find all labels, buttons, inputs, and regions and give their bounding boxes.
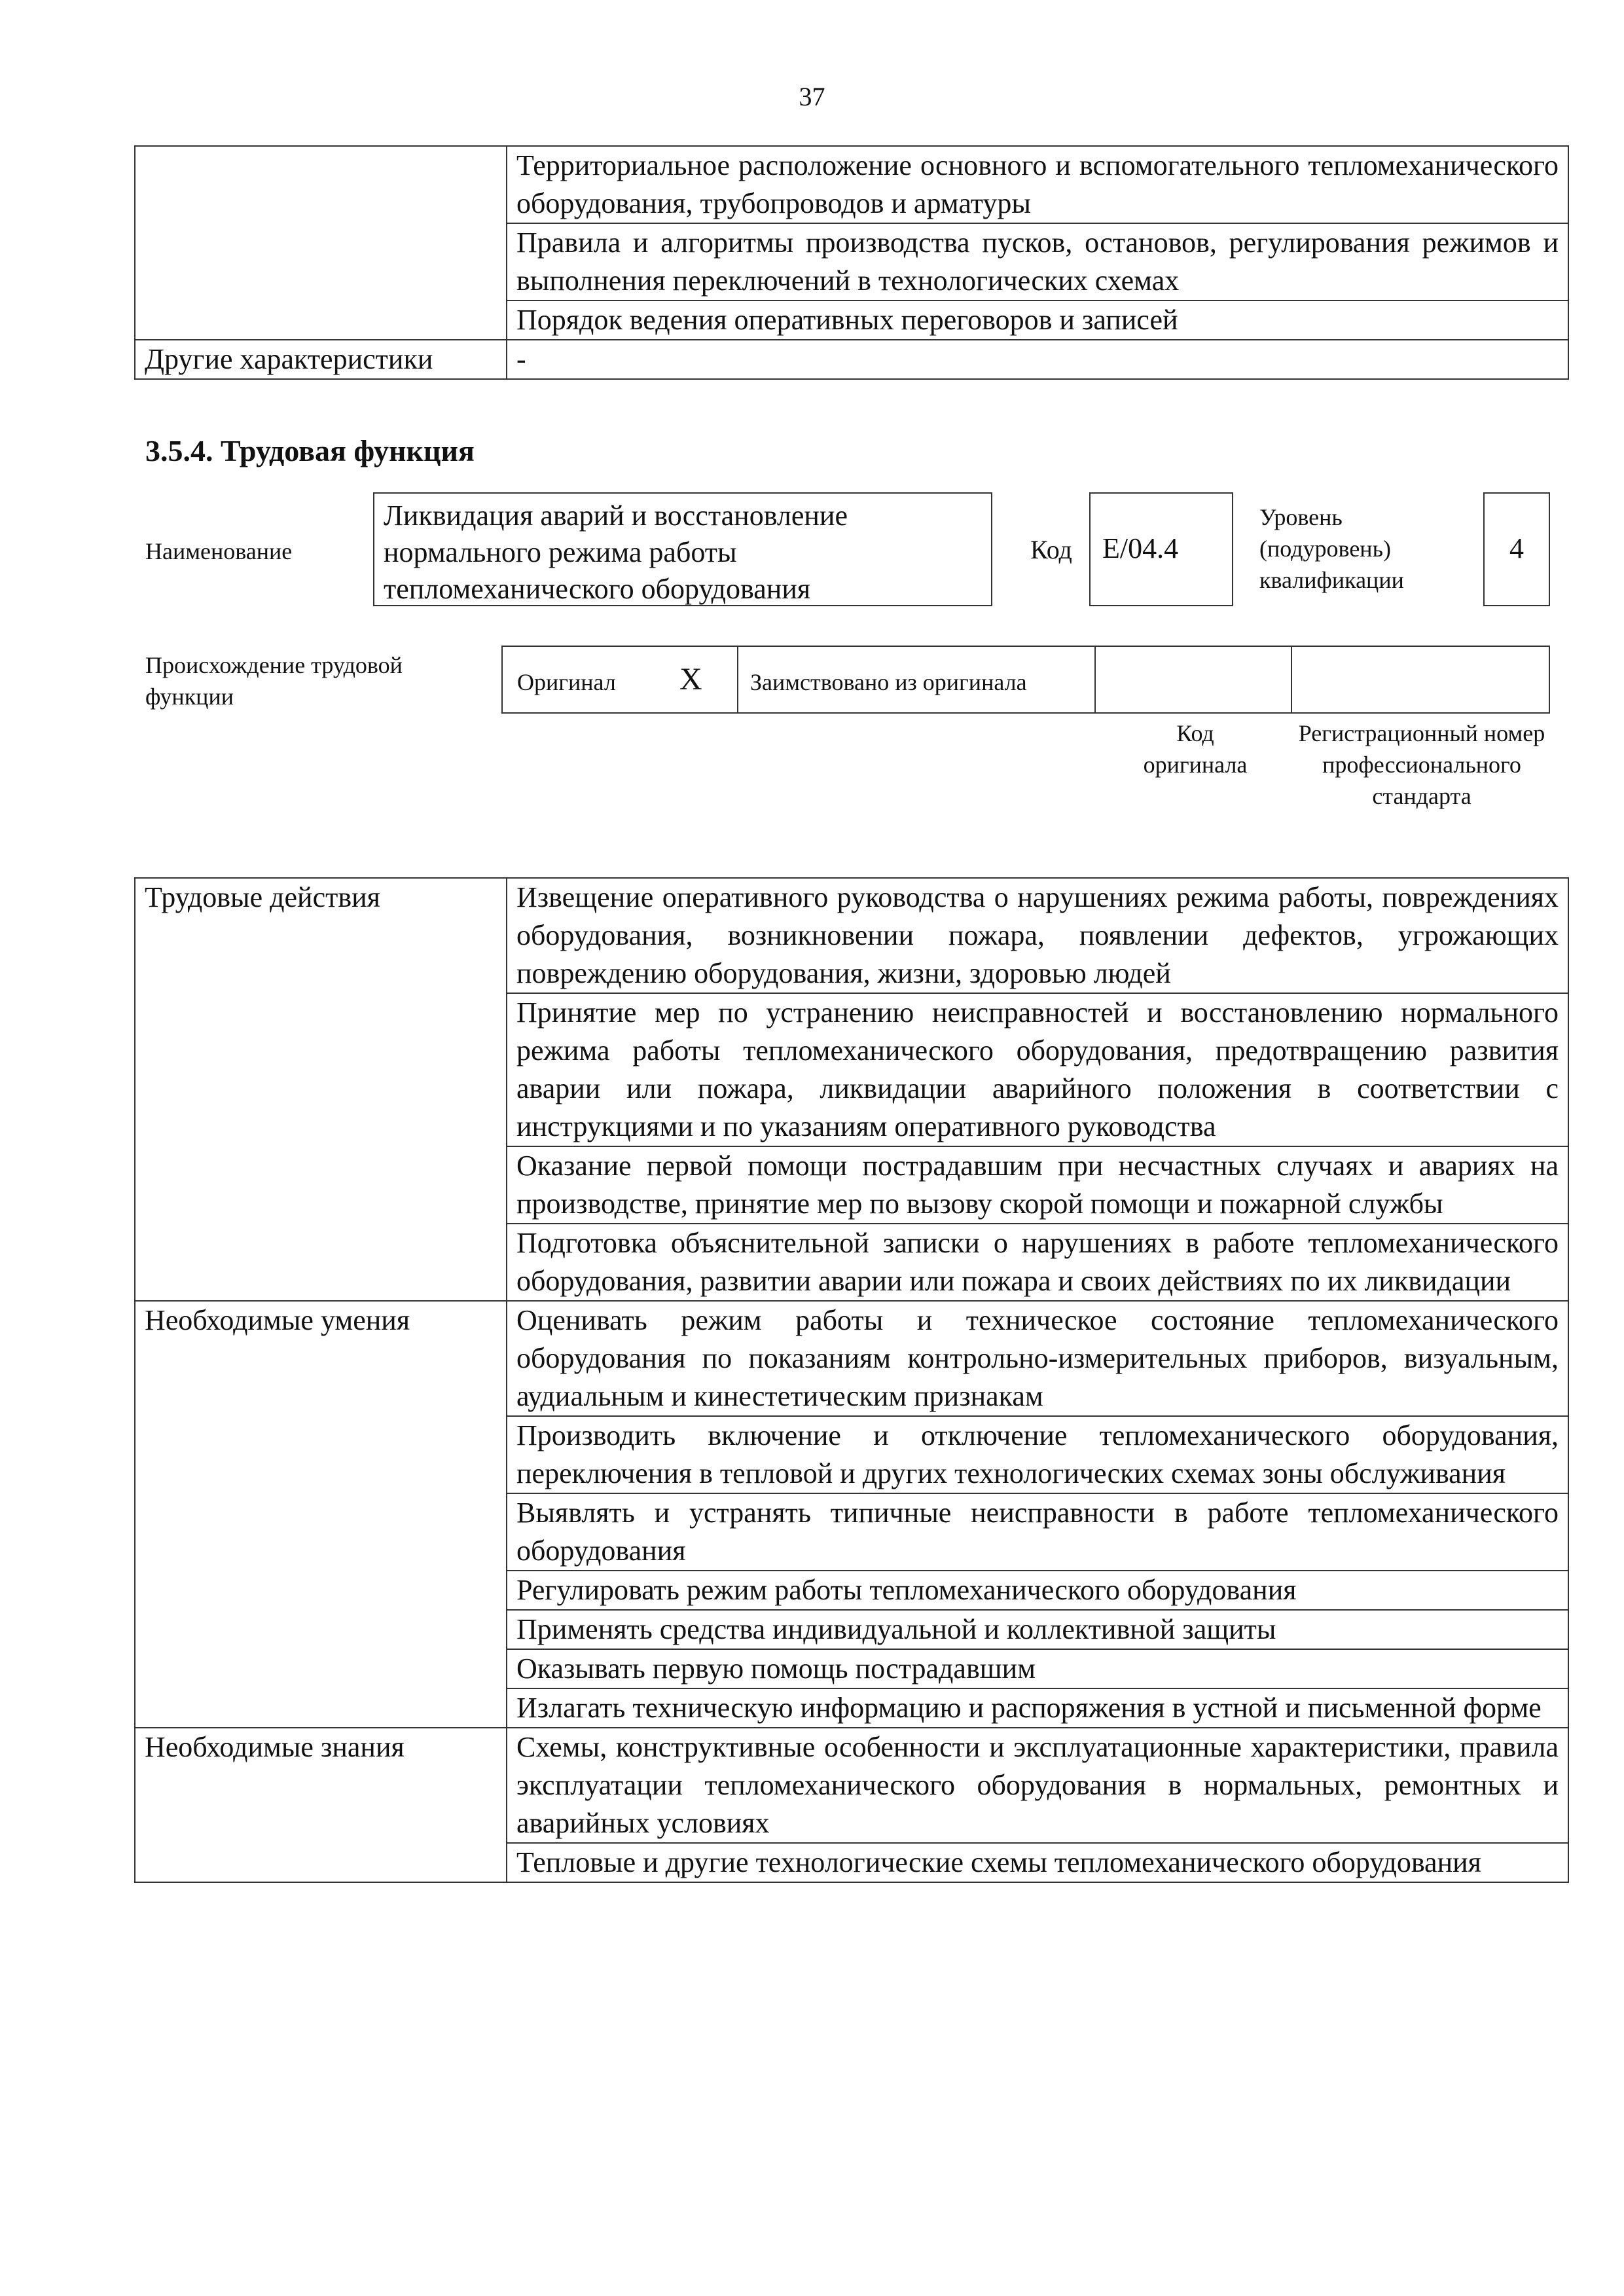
table-cell: Оценивать режим работы и техническое состояние тепломеханического оборудования по показаниям контрольно-измерительных приборов, визуальным, аудиальным и кинестетическим признакам xyxy=(507,1301,1568,1416)
page-number: 37 xyxy=(799,82,825,111)
row-label: Другие характеристики xyxy=(135,340,507,379)
code-label: Код xyxy=(1030,535,1072,564)
code-value: E/04.4 xyxy=(1102,532,1179,564)
name-value: Ликвидация аварий и восстановление нормального режима работы тепломеханического оборудования xyxy=(384,500,848,605)
section-heading: 3.5.4. Трудовая функция xyxy=(145,434,475,467)
table-cell: - xyxy=(507,340,1568,379)
divider xyxy=(1291,647,1292,712)
table-cell: Регулировать режим работы тепломеханического оборудования xyxy=(507,1571,1568,1610)
code-value-box xyxy=(1089,492,1233,606)
table-row xyxy=(135,1301,1568,1416)
original-label: Оригинал xyxy=(517,669,616,695)
level-value: 4 xyxy=(1509,532,1524,564)
table-cell: Оказание первой помощи пострадавшим при несчастных случаях и авариях на производстве, принятие мер по вызову скорой помощи и пожарной службы xyxy=(507,1146,1568,1224)
borrowed-label: Заимствовано из оригинала xyxy=(750,669,1027,695)
table-row xyxy=(135,146,1568,223)
table-cell: Тепловые и другие технологические схемы тепломеханического оборудования xyxy=(507,1843,1568,1882)
table-cell: Правила и алгоритмы производства пусков, остановов, регулирования режимов и выполнения переключений в технологических схемах xyxy=(507,223,1568,301)
origin-label: Происхождение трудовой функции xyxy=(145,652,403,710)
table-row xyxy=(135,878,1568,993)
origin-box xyxy=(501,646,1550,714)
code-original-caption: Код оригинала xyxy=(1143,720,1248,778)
table-cell: Схемы, конструктивные особенности и эксплуатационные характеристики, правила эксплуатации тепломеханического оборудования в нормальных, ремонтных и аварийных условиях xyxy=(507,1728,1568,1843)
level-value-box xyxy=(1483,492,1550,606)
registration-caption: Регистрационный номер профессионального стандарта xyxy=(1298,720,1545,809)
table-cell: Извещение оперативного руководства о нарушениях режима работы, повреждениях оборудования, возникновении пожара, появлении дефектов, угрожающих повреждению оборудования, жизни, здоровью людей xyxy=(507,878,1568,993)
table-cell: Подготовка объяснительной записки о нарушениях в работе тепломеханического оборудования, развитии аварии или пожара и своих действиях по их ликвидации xyxy=(507,1224,1568,1301)
level-label: Уровень (подуровень) квалификации xyxy=(1259,504,1404,593)
row-label: Необходимые умения xyxy=(135,1301,507,1728)
table-cell: Излагать техническую информацию и распоряжения в устной и письменной форме xyxy=(507,1688,1568,1728)
table-row xyxy=(135,340,1568,379)
row-label xyxy=(135,146,507,340)
table-cell: Оказывать первую помощь пострадавшим xyxy=(507,1649,1568,1688)
row-label: Трудовые действия xyxy=(135,878,507,1301)
row-label: Необходимые знания xyxy=(135,1728,507,1882)
original-mark: X xyxy=(679,662,702,697)
table-cell: Выявлять и устранять типичные неисправности в работе тепломеханического оборудования xyxy=(507,1493,1568,1571)
top-table xyxy=(134,145,1569,380)
divider xyxy=(1094,647,1096,712)
divider xyxy=(737,647,738,712)
table-cell: Производить включение и отключение тепломеханического оборудования, переключения в тепловой и других технологических схемах зоны обслуживания xyxy=(507,1416,1568,1493)
table-row xyxy=(135,1728,1568,1843)
name-label: Наименование xyxy=(145,538,293,564)
name-value-box xyxy=(373,492,992,606)
table-cell: Порядок ведения оперативных переговоров и записей xyxy=(507,301,1568,340)
table-cell: Применять средства индивидуальной и коллективной защиты xyxy=(507,1610,1568,1649)
main-table xyxy=(134,877,1569,1883)
table-cell: Территориальное расположение основного и вспомогательного тепломеханического оборудования, трубопроводов и арматуры xyxy=(507,146,1568,223)
table-cell: Принятие мер по устранению неисправностей и восстановлению нормального режима работы тепломеханического оборудования, предотвращению развития аварии или пожара, ликвидации аварийного положения в соответствии с инструкциями и по указаниям оперативного руководства xyxy=(507,993,1568,1146)
